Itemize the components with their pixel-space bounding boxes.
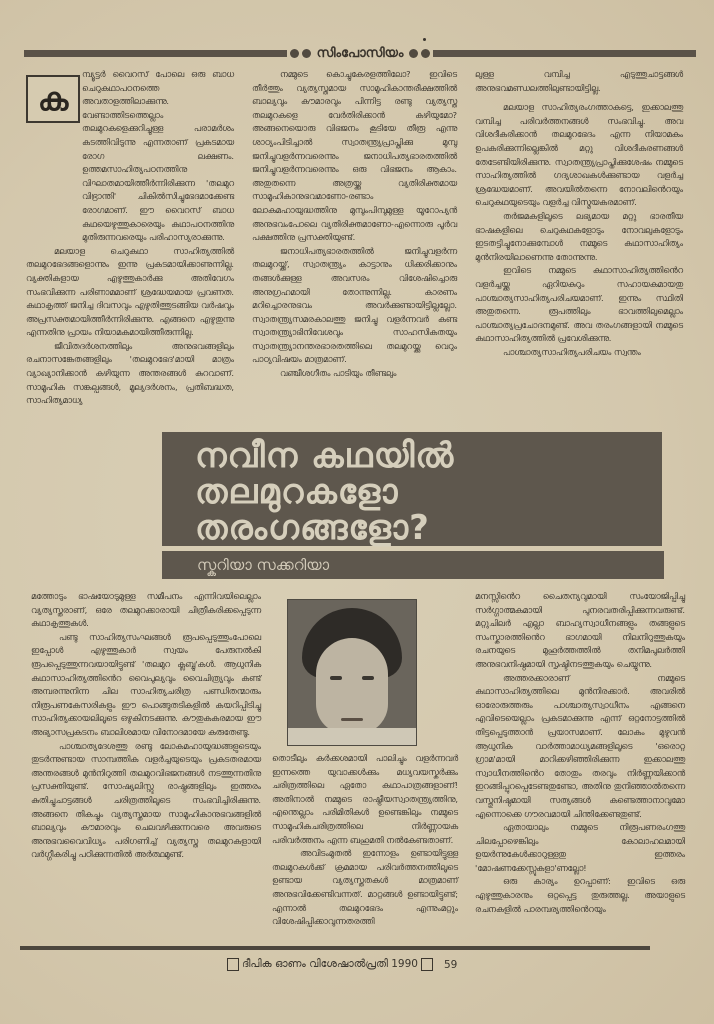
photo-shirt [288,728,416,746]
footer-rule [20,946,650,950]
author-name: സ്കറിയാ സക്കറിയാ [197,556,330,574]
bottom-column-1 [31,590,261,862]
top-column-2 [252,68,457,381]
paragraph: ജനാധിപത്യഭാരതത്തിൽ ജനിച്ചുവളർന്ന തലമുറയ്ക്ക്, സ്വാതന്ത്ര്യം കാട്ടാനും ധിക്കരിക്കാനും തങ്ങൾക്കുള്ള അവസരം വിശേഷിച്ചൊരു അനുഗ്രഹമായി തോന്നുന്നില്ല. കാരണം മറിച്ചൊരനുഭവം അവർക്കുണ്ടായിട്ടില്ലല്ലോ. സ്വാതന്ത്ര്യസമരകാലത്തു ജനിച്ചു വളർന്നവർ കണ്ട സ്വാതന്ത്ര്യാഭിനിവേശവും സാഹസികതയും സ്വാതന്ത്ര്യാനന്തരഭാരതത്തിലെ തലമുറയ്ക്കു വെറും പാഠ്യവിഷയം മാത്രമാണ്. [252,245,457,365]
paragraph: ഇവിടെ നമ്മുടെ കഥാസാഹിത്യത്തിൻെറ വളർച്ചയ്ക്കു ഏറിയകുറും സഹായകമായതു പാശ്ചാത്യസാഹിത്യപരിചയമാണ്. ഇന്നും സ്ഥിതി അതുതന്നെ. രൂപത്തിലും ഭാവത്തിലുമെല്ലാം പാശ്ചാത്യപ്രചോദനമുണ്ട്. അവ തരംഗങ്ങളായി നമ്മുടെ കഥാസാഹിത്യത്തിൽ പ്രവേശിക്കുന്നു. [475,265,683,344]
paragraph: മ്പ്യൂട്ടർ വൈറസ് പോലെ ഒരു ബാധ ചെറുകഥാപഠനത്തെ അവതാളത്തിലാക്കുന്നു. വേണ്ടാത്തിടത്തെല്ലാം തലമുറകളെക്കുറിച്ചുള്ള പരാമർശം കടത്തിവിടുന്നു എന്നതാണ് പ്രകടമായ രോഗ ലക്ഷണം. ഉത്തമസാഹിത്യപഠനത്തിനു വിഘാതമായിത്തീർന്നിരിക്കുന്ന 'തലമുറ വിഭ്രാന്തി' ചികിൽസിച്ചുഭേദമാക്കേണ്ട രോഗമാണ്. ഈ വൈറസ് ബാധ കഥയെഴുത്തുകാരെയും കഥാപഠനത്തിനു മുതിരുന്നവരെയും പരിഹാസ്യരാക്കുന്നു. [82,69,234,243]
paragraph: തർജമകളിലൂടെ ലഭ്യമായ മറ്റു ഭാരതീയ ഭാഷകളിലെ ചെറുകഥകളോടും നോവലുകളോടും ഇടതട്ടിച്ചുനോക്കുമ്പോൾ നമ്മുടെ കഥാസാഹിത്യം മുൻനിരയിലാണെന്നു തോന്നുന്നു. [475,210,683,262]
publication-name: ദീപിക ഓണം വിശേഷാൽപ്രതി 1990 [242,958,418,970]
paragraph: ഏതായാലും നമ്മുടെ നിരൂപണരംഗത്തു ചിലപ്പോഴെങ്കിലും കോലാഹലമായി ഉയർന്നുകേൾക്കാറുള്ളതു ഇത്തരം 'മോഷണക്കേസ്സുകളാ'ണല്ലോ! [475,822,685,873]
headline-line: തരംഗങ്ങളോ? [195,508,430,548]
section-header [24,44,696,62]
author-photo [287,599,417,746]
square-icon [227,958,239,971]
page-footer [227,958,457,971]
paragraph: ജീവിതദർശനത്തിലും അനുഭവങ്ങളിലും രചനാസങ്കേതങ്ങളിലും 'തലമുറഭേദ'മായി മാത്രം വ്യാഖ്യാനിക്കാൻ കഴിയുന്ന അന്തരങ്ങൾ കുറവാണ്. സാമൂഹിക സങ്കല്പങ്ങൾ, മൂല്യദർശനം, പ്രതിബദ്ധത, സാഹിത്യമാധ്യ [26,340,234,406]
page-number: 59 [443,958,458,971]
paragraph: തൊടീലും കർക്കശമായി പാലിച്ചും വളർന്നവർ ഇന്നത്തെ യുവാക്കൾക്കും മധ്യവയസ്കർക്കും ചരിത്രത്തിലെ ഏതോ കഥാപാത്രങ്ങളാണ്! അതിനാൽ നമ്മുടെ രാഷ്ട്രീയസ്വാതന്ത്ര്യത്തിനു, എന്തെല്ലാം പരിമിതികൾ ഉണ്ടെങ്കിലും നമ്മുടെ സാമൂഹികചരിത്രത്തിലെ നിർണ്ണായക പരിവർത്തനം എന്ന ബഹുമതി നൽകേണ്ടതാണ്. [272,753,458,845]
paragraph: പാശ്ചാത്യസാഹിത്യപരിചയം സ്വന്തം [503,346,641,357]
drop-cap: ക [26,75,80,123]
bottom-column-3 [475,590,685,916]
paragraph: നമ്മുടെ കൊച്ചുകേരളത്തിലോ? ഇവിടെ തീർത്തും വ്യത്യസ്തമായ സാമൂഹികാന്തരീക്ഷത്തിൽ ബാല്യവും കൗമാരവും പിന്നിട്ട രണ്ടു വ്യത്യസ്ത തലമുറകളെ വേർതിരിക്കാൻ കഴിയുമോ? അങ്ങനെയൊരു വിഭജനം കൂടിയേ തീരൂ എന്നു ശാഠ്യംപിടിച്ചാൽ സ്വാതന്ത്ര്യപ്രാപ്തിക്കു മുമ്പു ജനിച്ചുവളർന്നവരെന്നും ജനാധിപത്യഭാരതത്തിൽ ജനിച്ചുവളർന്നവരെന്നും ഒരു വിഭജനം ആകാം. അതുതന്നെ അത്രയ്ക്കു വ്യതിരിക്തമായ സാമൂഹികാനുഭവമാണോ-രണ്ടാം ലോകമഹായുദ്ധത്തിനു മുമ്പുംപിമ്പുമുള്ള യൂറോപ്യൻ അനുഭവംപോലെ വ്യതിരിക്തമാണോ-എന്നൊരു പൂർവ പക്ഷത്തിനു പ്രസക്തിയുണ്ട്. [252,69,457,243]
paragraph: അവിടംമുതൽ ഇന്നോളം ഉണ്ടായിട്ടുള്ള തലമുറകൾക്ക് ക്രമമായ പരിവർത്തനത്തിലൂടെ ഉണ്ടായ വ്യത്യസ്തതകൾ മാത്രമാണ് അനുഭവിക്കേണ്ടിവന്നത്. മാറ്റങ്ങൾ ഉണ്ടായിട്ടുണ്ട്; എന്നാൽ തലമുറഭേദം എന്നുംമറ്റും വിശേഷിപ്പിക്കാവുന്നതരത്തി [272,848,458,927]
paragraph: ലുള്ള വമ്പിച്ച എടുത്തുചാട്ടങ്ങൾ അനുഭവമണ്ഡലത്തിലുണ്ടായിട്ടില്ല. [475,69,683,93]
top-column-3 [475,68,683,359]
byline-bar [162,551,664,579]
square-icon [421,958,433,971]
headline-line: നവീന കഥയിൽ [195,436,455,476]
paragraph: മത്തോടും ഭാഷയോടുമുള്ള സമീപനം എന്നിവയിലെല്ലാം വ്യത്യസ്തരാണ്, ഒരേ തലമുറക്കാരായി ചിത്രീകരിക്കപ്പെടുന്ന കഥാകൃത്തുകൾ. [31,591,261,629]
bullet-icon [302,49,311,58]
paragraph: ഒരു കാര്യം ഉറപ്പാണ്: ഇവിടെ ഒരു എഴുത്തുകാരനും ഒറ്റപ്പെട്ട തുരുത്തല്ല. അയാളുടെ രചനകളിൽ പാരമ്പര്യത്തിൻെറയും [475,876,685,914]
header-center [287,46,434,61]
bullet-icon [421,49,430,58]
photo-eye [330,676,342,680]
headline-banner [162,432,662,546]
header-rule-right [433,50,696,57]
paragraph: പാശ്ചാത്യദേശത്തു രണ്ടു ലോകമഹായുദ്ധങ്ങളുടെയും തുടർന്നുണ്ടായ സാമ്പത്തിക വളർച്ചയുടെയും പ്രകടതരമായ അന്തരങ്ങൾ മുൻനിറുത്തി തലമുറവിഭജനങ്ങൾ നടത്തുന്നതിനു പ്രസക്തിയുണ്ട്. സോഷ്യലിസ്റ്റു രാഷ്ട്രങ്ങളിലും ഇത്തരം കുതിച്ചുചാട്ടങ്ങൾ ചരിത്രത്തിലൂടെ സംഭവിച്ചിരിക്കുന്നു. അങ്ങനെ തികച്ചും വ്യത്യസ്തമായ സാമൂഹികാനുഭവങ്ങളിൽ ബാല്യവും കൗമാരവും ചെലവഴിക്കുന്നവരെ അവരുടെ അനുഭവവൈവിധ്യം പരിഗണിച്ച് വ്യത്യസ്ത തലമുറകളായി വർഗ്ഗീകരിച്ചു പഠിക്കുന്നതിൽ അർത്ഥമുണ്ട്. [31,740,261,860]
bottom-column-2 [272,752,458,929]
paragraph: മലയാള സാഹിത്യരംഗത്താകട്ടെ, ഇക്കാലത്തു വമ്പിച്ച പരിവർത്തനങ്ങൾ സംഭവിച്ചു. അവ വിശദീകരിക്കാൻ തലമുറഭേദം എന്ന നിയാമകം ഉപകരിക്കുന്നില്ലെങ്കിൽ മറ്റു വിശദീകരണങ്ങൾ തേടേണ്ടിയിരിക്കുന്നു. സ്വാതന്ത്ര്യപ്രാപ്തിക്കുശേഷം നമ്മുടെ സാഹിത്യത്തിൽ ഗദ്യശാഖകൾക്കുണ്ടായ വളർച്ച ശ്രദ്ധേയമാണ്. അവയിൽതന്നെ നോവലിൻെറയും ചെറുകഥയുടെയും വളർച്ച വിസ്മയകരമാണ്. [475,102,683,208]
photo-eye [362,676,374,680]
headline-line: തലമുറകളോ [195,472,399,512]
article-headline [195,438,652,546]
bullet-icon [290,49,299,58]
photo-mouth [341,718,363,721]
paragraph: മലയാള ചെറുകഥാ സാഹിത്യത്തിൽ തലമുറഭേദങ്ങളൊന്നും ഇന്നു പ്രകടമായിക്കാണുന്നില്ല. വ്യക്തികളായ എഴുത്തുകാർക്കു അതിവേഗം സംഭവിക്കുന്ന പരിണാമമാണ് ശ്രദ്ധേയമായ പ്രവണത. കഥാകൃത്ത് ജനിച്ച ദിവസവും എഴുതിത്തുടങ്ങിയ വർഷവും അപ്രസക്തമായിത്തീർന്നിരിക്കുന്നു. എങ്ങനെ എഴുതുന്നു എന്നതിനു പ്രായം നിയാമകമായിത്തീരുന്നില്ല. [26,245,234,338]
paragraph: മനസ്സിൻെറ ചൈതന്യവുമായി സംയോജിപ്പിച്ചു സർഗ്ഗാത്മകമായി പുനരവതരിപ്പിക്കുന്നവരുണ്ട്. മറ്റുചിലർ എല്ലാ ബാഹ്യസ്വാധീനങ്ങളും തങ്ങളുടെ സംസ്കാരത്തിൻെറ ഭാഗമായി നിലനിറുത്തുകയും രചനയുടെ മുഹൂർത്തത്തിൽ തനിമപുലർത്തി അനുഭവനിഷ്ഠമായി സൃഷ്ടിനടത്തുകയും ചെയ്യുന്നു. [475,591,685,669]
top-column-1 [26,68,234,408]
bullet-icon [409,49,418,58]
paragraph: പണ്ടു സാഹിത്യസംഘങ്ങൾ രൂപപ്പെടുത്തുംപോലെ ഇപ്പോൾ എഴുത്തുകാർ സ്വയം പേരുനൽകി രൂപപ്പെടുത്തുന്നവയായിട്ടുണ്ട് 'തലമുറ ക്ലബ്ബു'കൾ. ആധുനിക കഥാസാഹിത്യത്തിൻെറ വൈപുല്യവും വൈചിത്ര്യവും കണ്ട് അമ്പരന്നുനിന്ന ചില സാഹിത്യചരിത്ര പണ്ഡിതന്മാരും നിരൂപണകേസരികളും ഈ പൊങ്ങുതടികളിൽ കയറിപ്പിടിച്ചു സാഹിത്യക്കായലിലൂടെ ഒഴുകിനടക്കുന്നു. കൗതുകകരമായ ഈ അഭ്യാസപ്രകടനം ബാലിശമായ വിനോദമായേ കരുതേണ്ടൂ. [31,631,261,737]
header-rule-left [24,50,287,57]
paragraph: വഞ്ചീശഗീതം പാടിയും തീണ്ടലും [280,368,397,379]
print-dot [423,38,426,41]
section-title: സിംപോസിയം [316,45,404,61]
paragraph: അത്തരക്കാരാണ് നമ്മുടെ കഥാസാഹിത്യത്തിലെ മുൻനിരക്കാർ. അവരിൽ ഓരോരുത്തരും പാശ്ചാത്യസ്വാധീനം എങ്ങനെ എവിടെയെല്ലാം പ്രകടമാക്കുന്നു എന്ന് ഒറ്റനോട്ടത്തിൽ തിട്ടപ്പെടുത്താൻ പ്രയാസമാണ്. ലോകം മുഴുവൻ ആധുനിക വാർത്താമാധ്യമങ്ങളിലൂടെ 'ഒരൊറ്റ ഗ്രാമ'മായി മാറിക്കഴിഞ്ഞിരിക്കുന്ന ഇക്കാലത്തു സ്വാധീനത്തിൻെറ തോതും തരവും നിർണ്ണയിക്കാൻ ഇറങ്ങിപ്പുറപ്പെടേണ്ടതുണ്ടോ, അതിനു തുനിഞ്ഞാൽതന്നെ വസ്തുനിഷ്ഠമായി സത്യങ്ങൾ കണ്ടെത്താനാവുമോ എന്നൊക്കെ ഗൗരവമായി ചിന്തിക്കേണ്ടതുണ്ട്. [475,672,685,819]
